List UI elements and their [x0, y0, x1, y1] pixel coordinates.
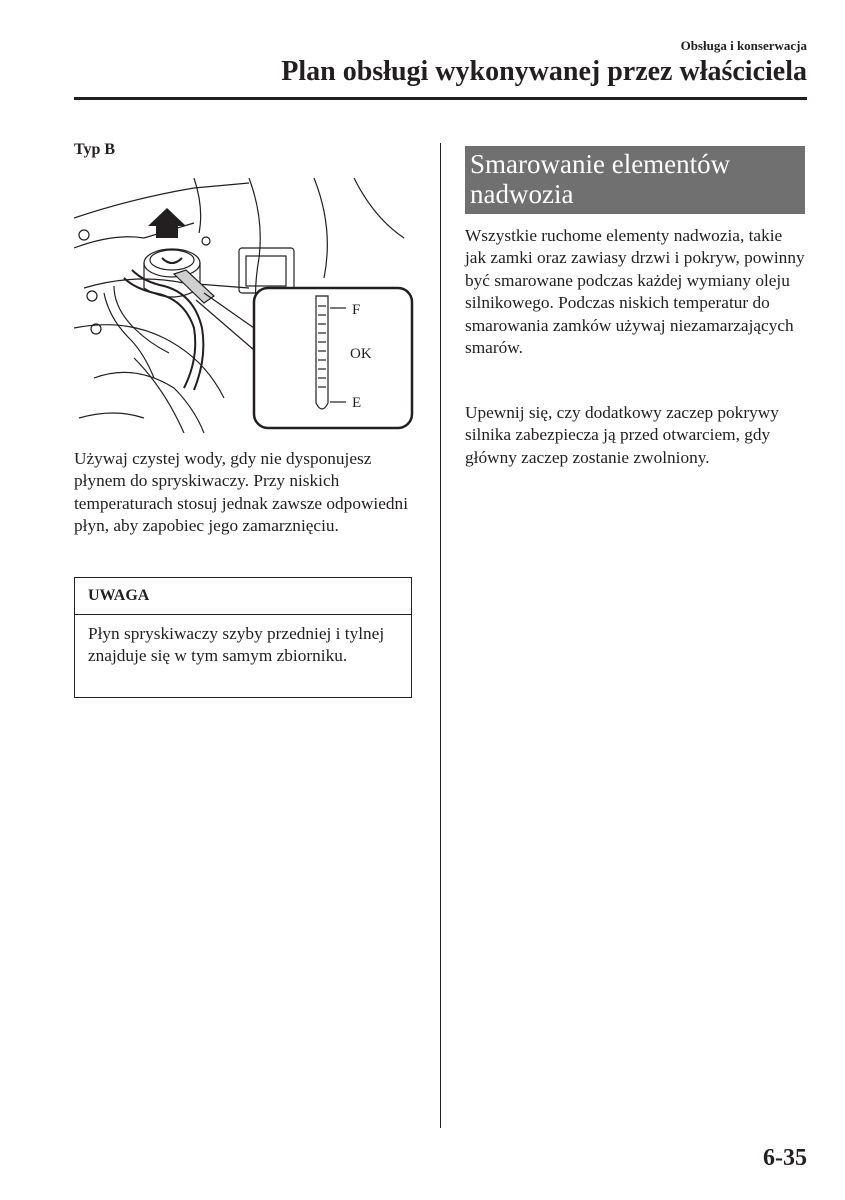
hood-latch-paragraph: Upewnij się, czy dodatkowy zaczep pokrywy silnika zabezpiecza ją przed otwarciem, gdy główny zaczep zostanie zwolniony.: [465, 403, 779, 467]
page-number: 6-35: [763, 1145, 807, 1171]
note-text: Płyn spryskiwaczy szyby przedniej i tylnej znajduje się w tym samym zbiorniku.: [88, 624, 385, 666]
page-title: Plan obsługi wykonywanej przez właściciela: [281, 56, 807, 87]
gauge-label-empty: E: [352, 395, 362, 411]
washer-reservoir-illustration: [74, 178, 414, 433]
section-label: Obsługa i konserwacja: [680, 38, 807, 53]
header-rule: [74, 97, 807, 100]
figure-caption: Typ B: [74, 141, 116, 158]
note-box: [74, 577, 412, 698]
gauge-label-ok: OK: [350, 346, 372, 362]
engine-bay-drawing: [74, 178, 414, 433]
washer-fluid-paragraph: Używaj czystej wody, gdy nie dysponujesz płynem do spryskiwaczy. Przy niskich temperaturach stosuj jednak zawsze odpowiedni płyn, aby zapobiec jego zamarznięciu.: [74, 449, 408, 536]
lubrication-paragraph: Wszystkie ruchome elementy nadwozia, takie jak zamki oraz zawiasy drzwi i pokryw, powinny być smarowane podczas każdej wymiany oleju silnikowego. Podczas niskich temperatur do smarowania zamków używaj niezamarzających smarów.: [465, 226, 805, 358]
note-title: UWAGA: [75, 578, 411, 615]
gauge-label-full: F: [352, 302, 361, 318]
column-divider: [440, 143, 441, 1128]
section-heading: Smarowanie elementów nadwozia: [465, 146, 805, 214]
